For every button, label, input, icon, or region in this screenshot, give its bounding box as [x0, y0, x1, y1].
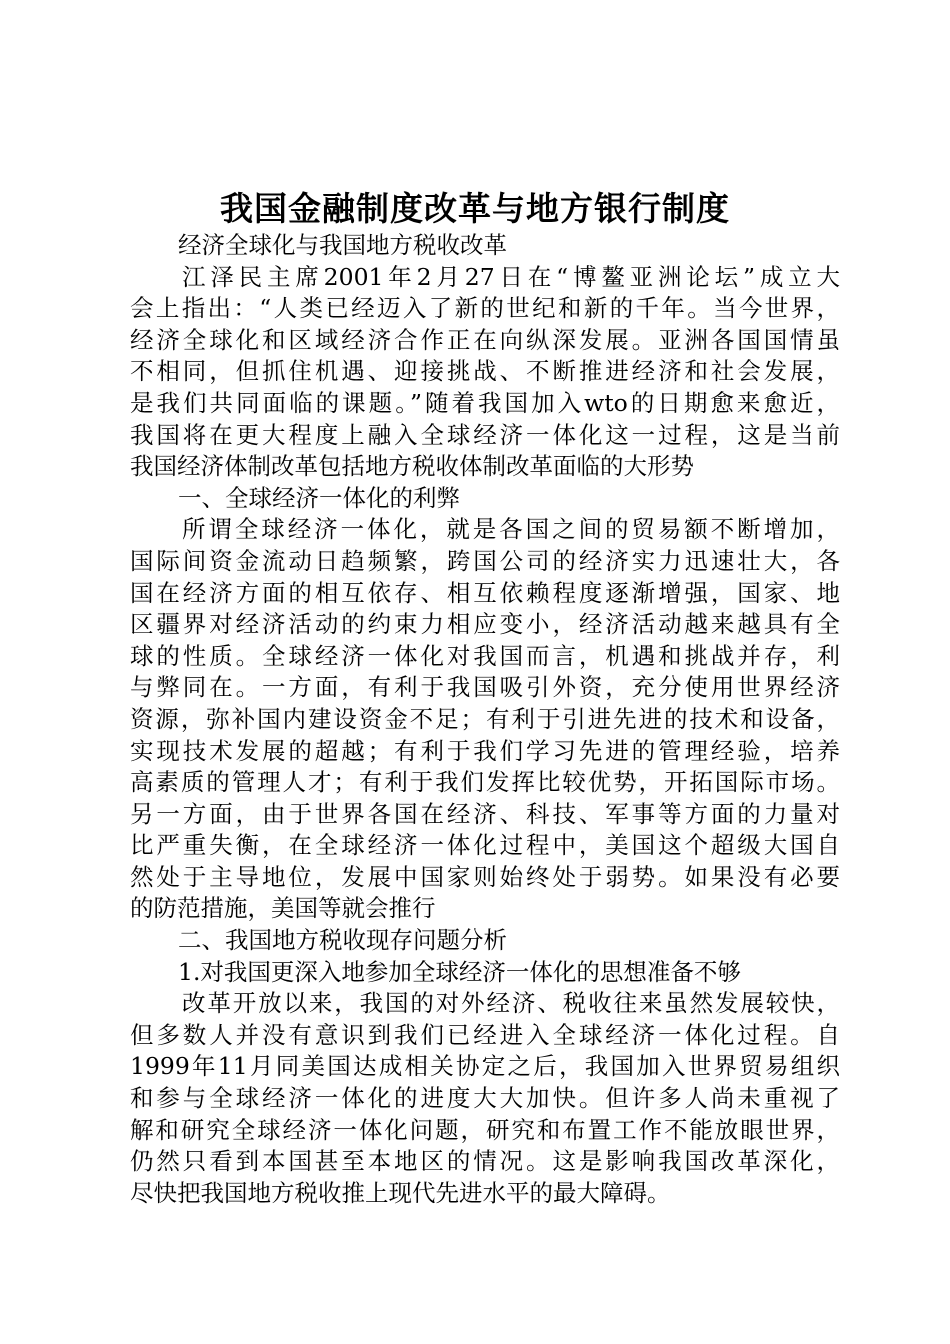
paragraph-line: 但多数人并没有意识到我们已经进入全球经济一体化过程。自: [130, 1020, 840, 1049]
paragraph-line: 的防范措施，美国等就会推行: [130, 894, 436, 923]
document-title: 我国金融制度改革与地方银行制度: [220, 189, 730, 228]
paragraph-line: 1999年11月同美国达成相关协定之后，我国加入世界贸易组织: [130, 1052, 840, 1081]
paragraph-line: 区疆界对经济活动的约束力相应变小，经济活动越来越具有全: [130, 610, 840, 639]
paragraph-line: 一、全球经济一体化的利弊: [178, 483, 460, 512]
paragraph-line: 实现技术发展的超越；有利于我们学习先进的管理经验，培养: [130, 736, 840, 765]
paragraph-line: 国在经济方面的相互依存、相互依赖程度逐渐增强，国家、地: [130, 578, 840, 607]
paragraph-line: 是我们共同面临的课题。”随着我国加入wto的日期愈来愈近，: [130, 388, 840, 417]
paragraph-line: 我国经济体制改革包括地方税收体制改革面临的大形势: [130, 452, 694, 481]
paragraph-line: 另一方面，由于世界各国在经济、科技、军事等方面的力量对: [130, 799, 840, 828]
paragraph-line: 解和研究全球经济一体化问题，研究和布置工作不能放眼世界，: [130, 1115, 840, 1144]
paragraph-line: 二、我国地方税收现存问题分析: [178, 926, 507, 955]
paragraph-line: 与弊同在。一方面，有利于我国吸引外资，充分使用世界经济: [130, 673, 840, 702]
paragraph-line: 所谓全球经济一体化，就是各国之间的贸易额不断增加，: [182, 515, 840, 544]
paragraph-line: 会上指出：“人类已经迈入了新的世纪和新的千年。当今世界，: [130, 294, 840, 323]
document-body: [130, 230, 840, 1209]
document-subtitle: 经济全球化与我国地方税收改革: [178, 231, 507, 259]
paragraph-line: 资源，弥补国内建设资金不足；有利于引进先进的技术和设备，: [130, 704, 840, 733]
paragraph-line: 比严重失衡，在全球经济一体化过程中，美国这个超级大国自: [130, 831, 840, 860]
paragraph-line: 改革开放以来，我国的对外经济、税收往来虽然发展较快，: [182, 989, 840, 1018]
paragraph-line: 不相同，但抓住机遇、迎接挑战、不断推进经济和社会发展，: [130, 357, 840, 386]
paragraph-line: 仍然只看到本国甚至本地区的情况。这是影响我国改革深化，: [130, 1147, 840, 1176]
paragraph-line: 经济全球化和区域经济合作正在向纵深发展。亚洲各国国情虽: [130, 325, 840, 354]
paragraph-line: 国际间资金流动日趋频繁，跨国公司的经济实力迅速壮大，各: [130, 546, 840, 575]
paragraph-line: 然处于主导地位，发展中国家则始终处于弱势。如果没有必要: [130, 862, 840, 891]
paragraph-line: 我国将在更大程度上融入全球经济一体化这一过程，这是当前: [130, 420, 840, 449]
paragraph-line: 江泽民主席2001年2月27日在“博鳌亚洲论坛”成立大: [182, 262, 840, 291]
paragraph-line: 和参与全球经济一体化的进度大大加快。但许多人尚未重视了: [130, 1084, 840, 1113]
paragraph-line: 尽快把我国地方税收推上现代先进水平的最大障碍。: [130, 1178, 671, 1207]
paragraph-line: 球的性质。全球经济一体化对我国而言，机遇和挑战并存，利: [130, 641, 840, 670]
paragraph-line: 高素质的管理人才；有利于我们发挥比较优势，开拓国际市场。: [130, 768, 840, 797]
paragraph-line: 1.对我国更深入地参加全球经济一体化的思想准备不够: [178, 957, 741, 986]
